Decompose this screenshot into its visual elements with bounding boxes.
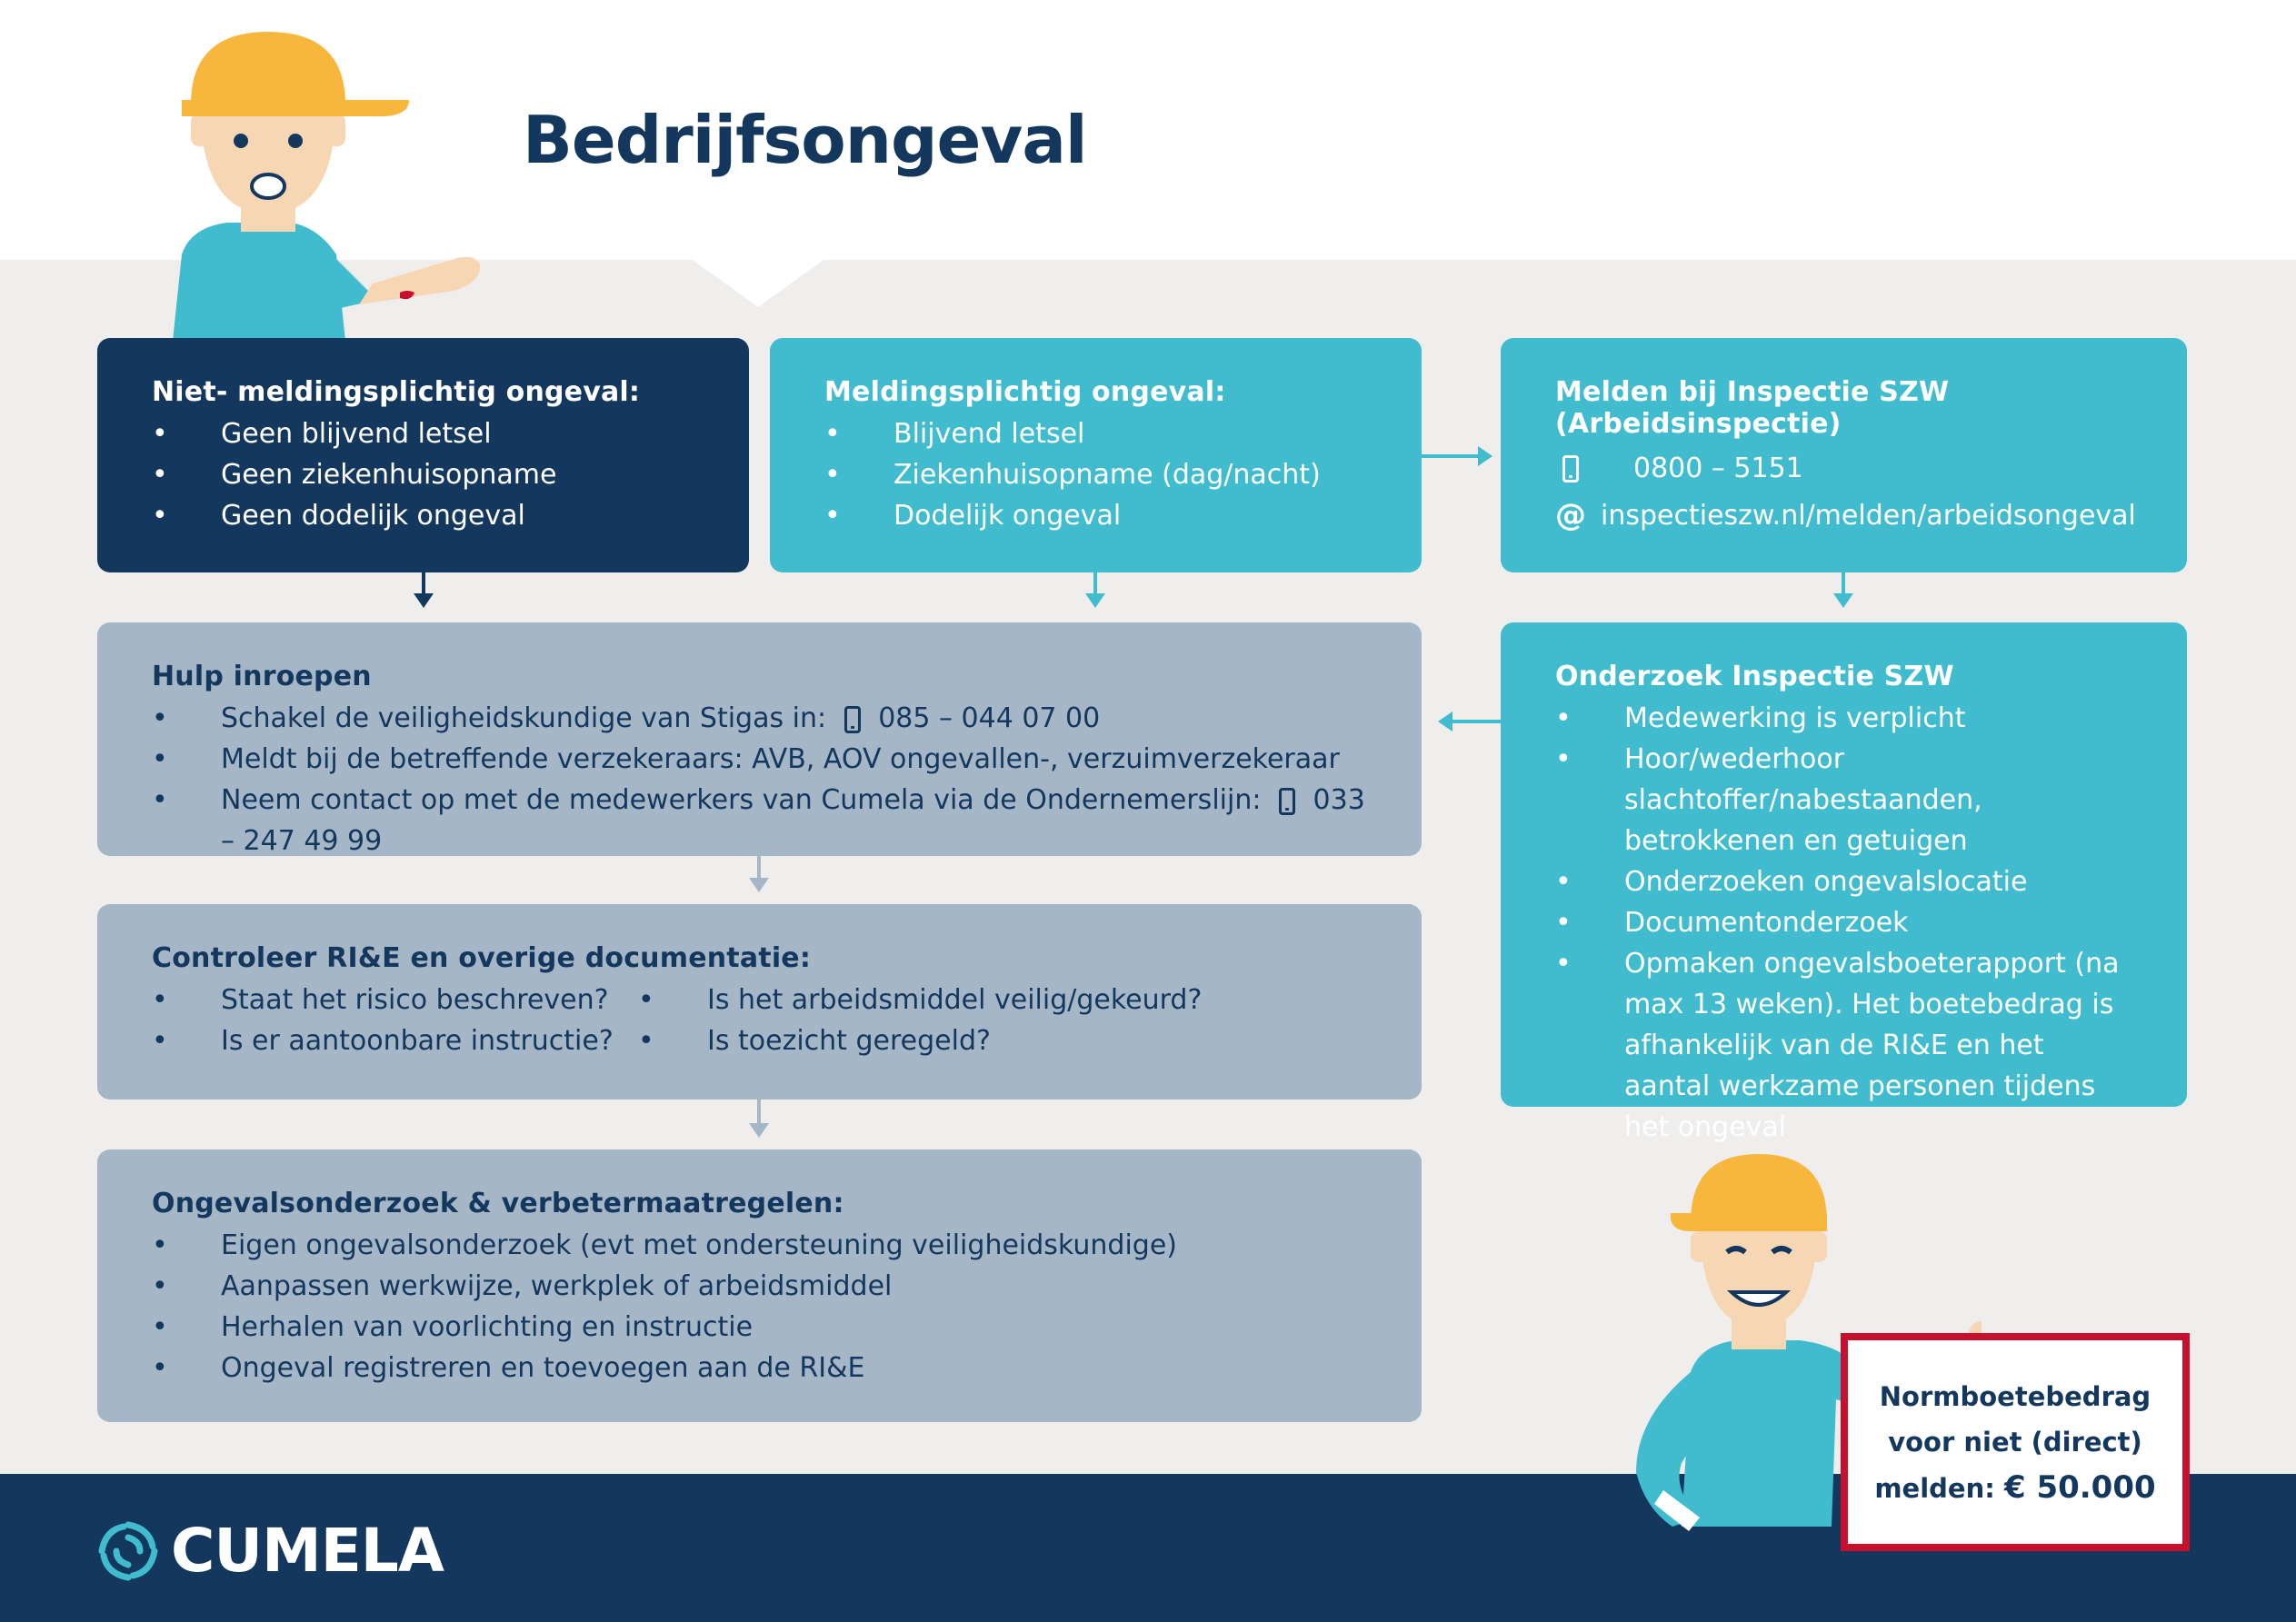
hulp-inroepen-box xyxy=(97,622,1422,856)
list-item: • Meldt bij de betreffende verzekeraars: AVB, AOV ongevallen-, verzuimverzekeraar xyxy=(152,739,1367,780)
onderzoek-inspectie-box xyxy=(1501,622,2187,1143)
list-item: • Medewerking is verplicht xyxy=(1555,698,2132,739)
list-item xyxy=(152,780,1367,861)
controleer-rie-title: Controleer RI&E en overige documentatie: xyxy=(152,942,812,974)
onderzoek-inspectie-title: Onderzoek Inspectie SZW xyxy=(1555,661,1954,692)
meldingsplichtig-title: Meldingsplichtig ongeval: xyxy=(824,376,1226,408)
melden-phone[interactable]: 0800 – 5151 xyxy=(1633,453,1803,484)
cumela-phone[interactable]: 033 – 247 49 99 xyxy=(221,784,1365,857)
ongevalsonderzoek-list xyxy=(152,1225,1367,1388)
onderzoek-inspectie-list xyxy=(1555,698,2132,1148)
list-item: • Eigen ongevalsonderzoek (evt met ondersteuning veiligheidskundige) xyxy=(152,1225,1367,1266)
list-item: • Opmaken ongevalsboeterapport (na max 13 weken). Het boetebedrag is afhankelijk van de RI&E en het aantal werkzame personen tijdens het ongeval xyxy=(1555,943,2132,1148)
sign-line-3-label: melden: xyxy=(1874,1472,1995,1504)
sign-amount: € 50.000 xyxy=(2003,1468,2156,1506)
header-notch xyxy=(693,260,824,307)
arrow-left xyxy=(1451,720,1501,723)
phone-icon xyxy=(1555,455,1619,483)
list-item: • Is toezicht geregeld? xyxy=(638,1020,1202,1061)
meldingsplichtig-box xyxy=(770,338,1422,572)
niet-meldingsplichtig-list xyxy=(152,413,694,536)
list-item: • Documentonderzoek xyxy=(1555,902,2132,943)
list-item xyxy=(152,698,1367,739)
list-item: • Herhalen van voorlichting en instructie xyxy=(152,1307,1367,1348)
controleer-col-1 xyxy=(152,980,638,1061)
list-item: • Ziekenhuisopname (dag/nacht) xyxy=(824,454,1367,495)
arrow-right xyxy=(1422,454,1480,458)
melden-inspectie-title: Melden bij Inspectie SZW (Arbeidsinspectie) xyxy=(1555,376,1950,440)
list-item: • Is er aantoonbare instructie? xyxy=(152,1020,638,1061)
phone-icon xyxy=(844,706,861,733)
controleer-rie-columns xyxy=(152,980,1367,1061)
list-item: • Blijvend letsel xyxy=(824,413,1367,454)
cumela-text: Neem contact op met de medewerkers van Cumela via de Ondernemerslijn: xyxy=(221,784,1262,816)
list-item: • Geen blijvend letsel xyxy=(152,413,694,454)
arrow-down-3 xyxy=(1842,572,1845,595)
niet-meldingsplichtig-title: Niet- meldingsplichtig ongeval: xyxy=(152,376,641,408)
list-item: • Geen dodelijk ongeval xyxy=(152,495,694,536)
sign-line-2: voor niet (direct) xyxy=(1888,1426,2142,1458)
melden-url-link[interactable]: inspectieszw.nl/melden/arbeidsongeval xyxy=(1601,499,2136,532)
ongevalsonderzoek-box xyxy=(97,1149,1422,1422)
at-sign-icon: @ xyxy=(1555,497,1586,533)
controleer-rie-box xyxy=(97,904,1422,1100)
injured-worker-illustration xyxy=(155,27,491,341)
list-item: • Aanpassen werkwijze, werkplek of arbeidsmiddel xyxy=(152,1266,1367,1307)
list-item: • Dodelijk ongeval xyxy=(824,495,1367,536)
hulp-inroepen-list xyxy=(152,698,1367,861)
list-item: • Geen ziekenhuisopname xyxy=(152,454,694,495)
list-item: • Hoor/wederhoor slachtoffer/nabestaanden, betrokkenen en getuigen xyxy=(1555,739,2132,861)
stigas-phone[interactable]: 085 – 044 07 00 xyxy=(878,702,1101,734)
niet-meldingsplichtig-box xyxy=(97,338,749,572)
phone-icon xyxy=(1279,788,1295,815)
melden-inspectie-box xyxy=(1501,338,2187,572)
logo-text: CUMELA xyxy=(171,1516,444,1586)
page-title: Bedrijfsongeval xyxy=(523,102,1087,178)
arrow-down-4 xyxy=(757,856,761,880)
sign-line-1: Normboetebedrag xyxy=(1879,1380,2151,1412)
stigas-text: Schakel de veiligheidskundige van Stigas in: xyxy=(221,702,827,734)
controleer-col-2 xyxy=(638,980,1202,1061)
hulp-inroepen-title: Hulp inroepen xyxy=(152,661,372,692)
arrow-down-5 xyxy=(757,1100,761,1125)
cumela-swirl-icon xyxy=(96,1519,160,1583)
meldingsplichtig-list xyxy=(824,413,1367,536)
list-item: • Staat het risico beschreven? xyxy=(152,980,638,1020)
list-item: • Is het arbeidsmiddel veilig/gekeurd? xyxy=(638,980,1202,1020)
melden-web-row xyxy=(1555,497,2136,533)
list-item: • Ongeval registreren en toevoegen aan de RI&E xyxy=(152,1348,1367,1388)
melden-phone-row xyxy=(1555,453,2132,484)
arrow-down-1 xyxy=(422,572,425,595)
boete-sign xyxy=(1841,1333,2190,1551)
arrow-down-2 xyxy=(1093,572,1097,595)
ongevalsonderzoek-title: Ongevalsonderzoek & verbetermaatregelen: xyxy=(152,1188,844,1219)
list-item: • Onderzoeken ongevalslocatie xyxy=(1555,861,2132,902)
cumela-logo[interactable] xyxy=(96,1516,444,1586)
